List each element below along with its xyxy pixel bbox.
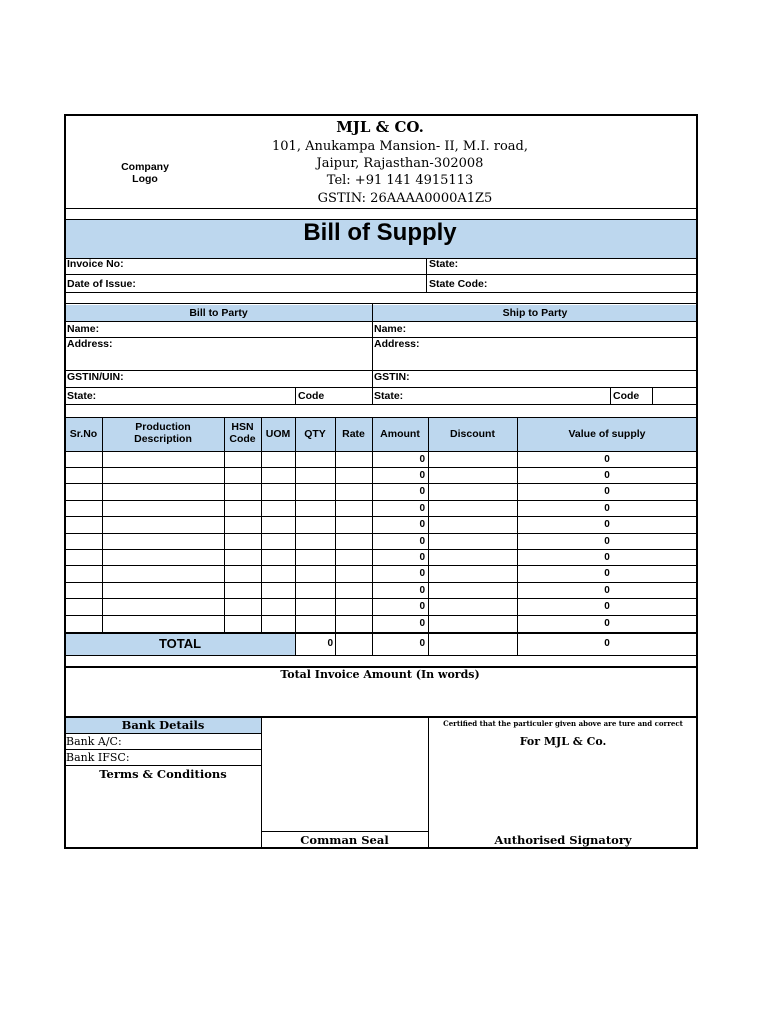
rule — [65, 387, 697, 388]
rule — [65, 655, 697, 656]
state-code-label: State Code: — [429, 278, 488, 290]
rule — [65, 533, 697, 534]
rule — [261, 417, 262, 633]
row-amount: 0 — [419, 454, 425, 465]
document-title: Bill of Supply — [303, 219, 457, 246]
row-value: 0 — [604, 454, 610, 465]
rule — [65, 258, 697, 259]
header-description — [102, 421, 224, 445]
rule — [102, 417, 103, 633]
row-value: 0 — [604, 486, 610, 497]
rule — [65, 500, 697, 501]
rule — [65, 565, 697, 566]
bill-to-gstin-label: GSTIN/UIN: — [67, 371, 124, 383]
rule — [65, 765, 261, 766]
row-value: 0 — [604, 536, 610, 547]
rule — [426, 258, 427, 293]
row-amount: 0 — [419, 618, 425, 629]
row-value: 0 — [604, 519, 610, 530]
header-hsn-line2: Code — [229, 433, 256, 445]
company-address-line2: Jaipur, Rajasthan-302008 — [316, 156, 484, 171]
rule — [610, 387, 611, 404]
bill-to-state-label: State: — [67, 390, 97, 402]
row-amount: 0 — [419, 503, 425, 514]
invoice-no-label: Invoice No: — [67, 258, 124, 270]
row-amount: 0 — [419, 470, 425, 481]
certification-text: Certified that the particuler given above are ture and correct — [443, 719, 683, 728]
logo-text-line2: Logo — [132, 173, 158, 185]
row-amount: 0 — [419, 486, 425, 497]
bill-to-address-label: Address: — [67, 338, 113, 350]
row-value: 0 — [604, 503, 610, 514]
rule — [652, 387, 653, 404]
row-value: 0 — [604, 585, 610, 596]
bill-to-code-label: Code — [298, 390, 325, 402]
rule — [65, 632, 697, 634]
header-discount: Discount — [450, 428, 495, 440]
header-amount: Amount — [380, 428, 420, 440]
ship-to-state-label: State: — [374, 390, 404, 402]
total-qty: 0 — [327, 638, 333, 649]
rule — [65, 483, 697, 484]
terms-title: Terms & Conditions — [99, 767, 227, 781]
row-value: 0 — [604, 552, 610, 563]
company-logo-placeholder — [110, 161, 180, 185]
row-amount: 0 — [419, 568, 425, 579]
total-label: TOTAL — [158, 636, 202, 651]
rule — [261, 831, 428, 832]
rule — [65, 516, 697, 517]
rule — [65, 749, 261, 750]
company-address-line1: 101, Anukampa Mansion- II, M.I. road, — [272, 139, 528, 154]
rule — [65, 549, 697, 550]
header-value-of-supply: Value of supply — [568, 428, 646, 440]
bank-ifsc-label: Bank IFSC: — [66, 751, 130, 764]
rule — [65, 615, 697, 616]
header-description-line2: Description — [134, 433, 192, 445]
amount-in-words-label: Total Invoice Amount (In words) — [280, 668, 480, 681]
rule — [224, 417, 225, 633]
total-value: 0 — [604, 638, 610, 649]
row-value: 0 — [604, 470, 610, 481]
header-hsn-line1: HSN — [231, 421, 254, 433]
rule — [65, 598, 697, 599]
rule — [65, 208, 697, 209]
company-gstin: GSTIN: 26AAAA0000A1Z5 — [317, 191, 493, 206]
logo-text-line1: Company — [121, 161, 169, 173]
header-hsn-code — [224, 421, 261, 445]
bill-to-title: Bill to Party — [189, 307, 248, 319]
header-description-line1: Production — [135, 421, 191, 433]
row-amount: 0 — [419, 552, 425, 563]
header-qty: QTY — [304, 428, 326, 440]
rule — [295, 387, 296, 404]
row-amount: 0 — [419, 536, 425, 547]
ship-to-gstin-label: GSTIN: — [374, 371, 410, 383]
row-value: 0 — [604, 601, 610, 612]
ship-to-address-label: Address: — [374, 338, 420, 350]
rule — [65, 582, 697, 583]
rule — [261, 716, 262, 848]
ship-to-title: Ship to Party — [502, 307, 568, 319]
row-value: 0 — [604, 568, 610, 579]
bank-account-label: Bank A/C: — [66, 735, 122, 748]
state-label: State: — [429, 258, 459, 270]
rule — [65, 451, 697, 452]
rule — [428, 417, 429, 655]
rule — [65, 404, 697, 405]
bank-details-title: Bank Details — [121, 718, 205, 732]
rule — [65, 321, 697, 322]
company-name: MJL & CO. — [336, 118, 424, 136]
company-telephone: Tel: +91 141 4915113 — [326, 173, 474, 188]
rule — [65, 303, 697, 304]
for-company-label: For MJL & Co. — [519, 735, 607, 748]
ship-to-name-label: Name: — [374, 323, 407, 335]
authorised-signatory-label: Authorised Signatory — [494, 833, 632, 847]
date-of-issue-label: Date of Issue: — [67, 278, 136, 290]
rule — [65, 417, 697, 418]
row-amount: 0 — [419, 601, 425, 612]
rule — [65, 467, 697, 468]
rule — [335, 417, 336, 655]
header-sr-no: Sr.No — [69, 428, 98, 440]
ship-to-code-label: Code — [613, 390, 640, 402]
rule — [65, 274, 697, 275]
header-uom: UOM — [265, 428, 291, 440]
row-amount: 0 — [419, 519, 425, 530]
total-amount: 0 — [419, 638, 425, 649]
header-rate: Rate — [342, 428, 365, 440]
rule — [65, 733, 261, 734]
row-value: 0 — [604, 618, 610, 629]
rule — [65, 292, 697, 293]
rule — [295, 417, 296, 655]
bill-to-name-label: Name: — [67, 323, 100, 335]
seal-label: Comman Seal — [300, 833, 389, 847]
row-amount: 0 — [419, 585, 425, 596]
